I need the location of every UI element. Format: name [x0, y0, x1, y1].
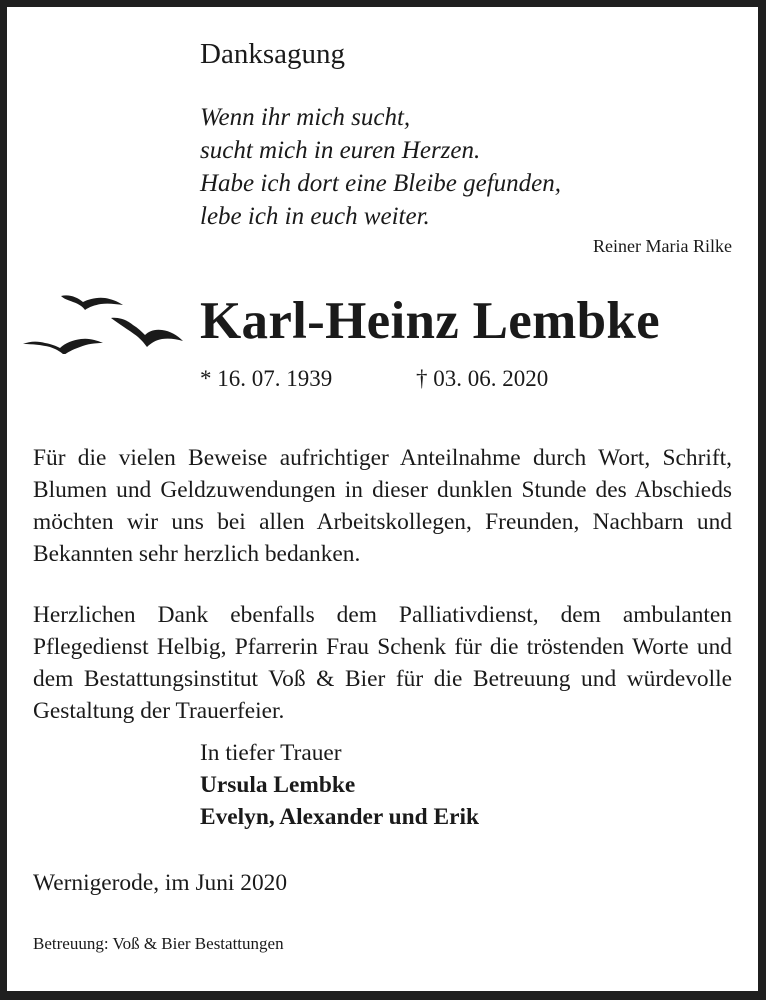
poem-line: Habe ich dort eine Bleibe gefunden, [200, 170, 561, 197]
mourner-name: Ursula Lembke [200, 772, 356, 798]
poem-line: Wenn ihr mich sucht, [200, 104, 411, 131]
thanks-paragraph: Herzlichen Dank ebenfalls dem Palliativdienst, dem ambulanten Pflegedienst Helbig, Pfarrerin Frau Schenk für die tröstenden Worte und dem Bestattungsinstitut Voß & Bier für die Betreuung und würdevolle Gestaltung der Trauerfeier. [33, 602, 732, 725]
mourner-name: Evelyn, Alexander und Erik [200, 804, 480, 830]
poem-author: Reiner Maria Rilke [593, 236, 732, 256]
deceased-name: Karl-Heinz Lembke [200, 292, 660, 350]
flying-birds-icon [23, 288, 188, 354]
footer-credit: Betreuung: Voß & Bier Bestattungen [33, 934, 284, 953]
poem [200, 101, 561, 233]
birth-date: * 16. 07. 1939 [200, 366, 333, 391]
mourning-intro: In tiefer Trauer [200, 740, 342, 766]
place-date: Wernigerode, im Juni 2020 [33, 870, 288, 896]
heading: Danksagung [200, 38, 345, 70]
mourners-block [200, 737, 479, 833]
thanks-paragraph: Für die vielen Beweise aufrichtiger Anteilnahme durch Wort, Schrift, Blumen und Geldzuwendungen in dieser dunklen Stunde des Abschieds möchten wir uns bei allen Arbeitskollegen, Freunden, Nachbarn und Bekannten sehr herzlich bedanken. [33, 445, 732, 568]
poem-line: sucht mich in euren Herzen. [200, 137, 481, 164]
obituary-card [7, 7, 758, 991]
death-date: † 03. 06. 2020 [416, 366, 549, 391]
poem-line: lebe ich in euch weiter. [200, 203, 430, 230]
